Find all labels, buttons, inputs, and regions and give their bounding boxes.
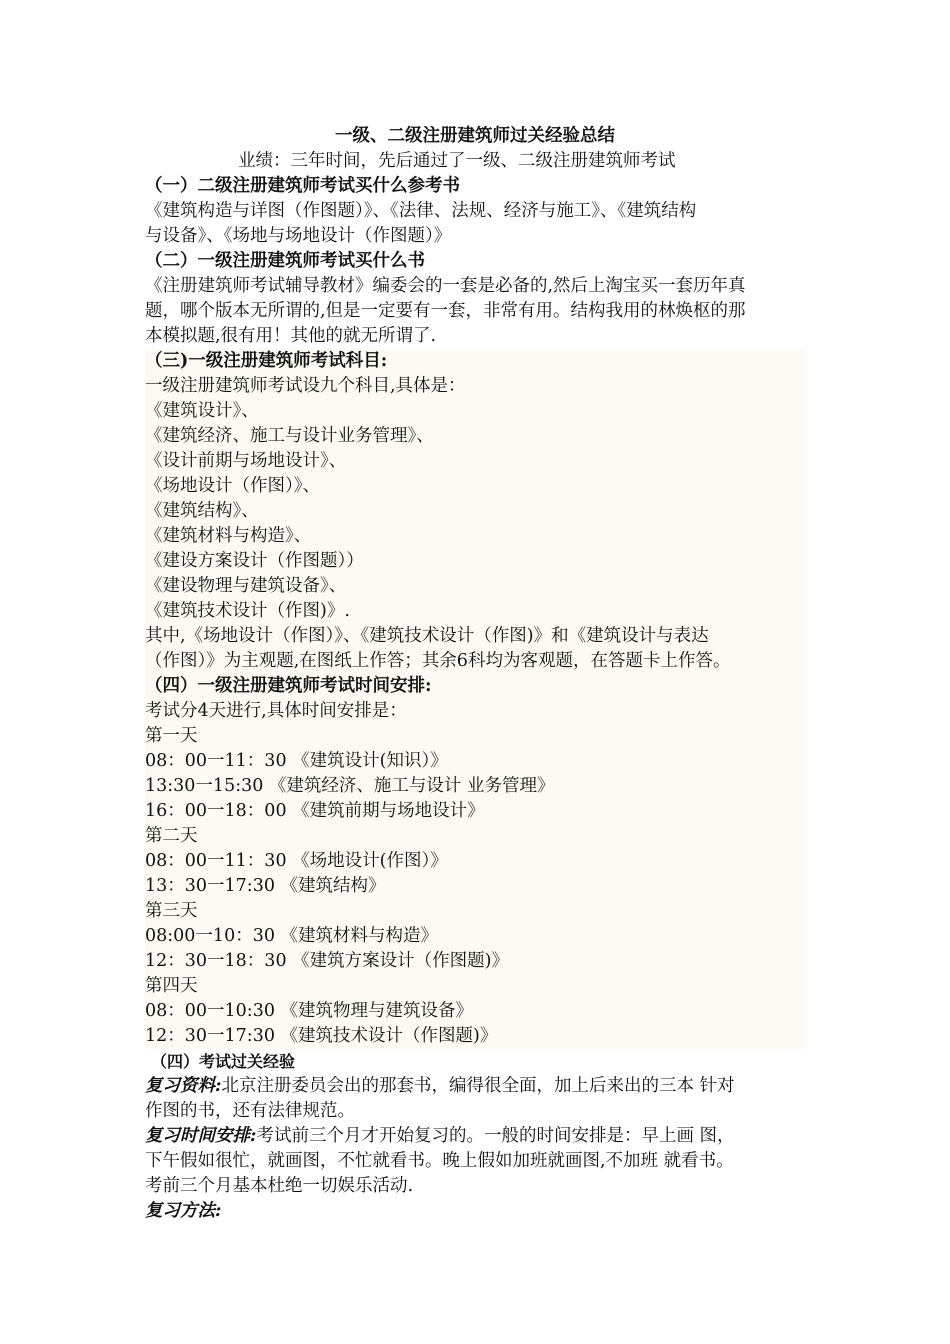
section4-line: 12：30一18：30 《建筑方案设计（作图题)》 <box>145 951 509 971</box>
section3-line: 其中,《场地设计（作图）》、《建筑技术设计（作图)》和《建筑设计与表达 <box>145 626 709 646</box>
section4-line: 第一天 <box>145 726 198 746</box>
section4-line: 13:30一15:30 《建筑经济、施工与设计 业务管理》 <box>145 776 555 796</box>
section3-line: 《建设物理与建筑设备》、 <box>145 576 347 596</box>
materials-line: 作图的书，还有法律规范。 <box>145 1101 355 1121</box>
section3-heading: （三)一级注册建筑师考试科目: <box>145 351 388 371</box>
section4-line: 08：00一11：30 《建筑设计(知识）》 <box>145 751 448 771</box>
materials-text: 北京注册委员会出的那套书，编得很全面，加上后来出的三本 针对 <box>221 1076 735 1096</box>
section3-line: 《设计前期与场地设计》、 <box>145 451 347 471</box>
schedule-line: 下午假如很忙，就画图，不忙就看书。晚上假如加班就画图,不加班 就看书。 <box>145 1151 734 1171</box>
section3-line: 《场地设计（作图）》、 <box>145 476 320 496</box>
section4-line: 第四天 <box>145 976 198 996</box>
section3-line: 《建设方案设计（作图题）） <box>145 551 364 571</box>
materials-paragraph <box>145 1074 805 1099</box>
section4-line: 考试分4天进行,具体时间安排是： <box>145 701 407 721</box>
schedule-line: 考前三个月基本杜绝一切娱乐活动. <box>145 1176 414 1196</box>
section3-line: 《建筑设计》、 <box>145 401 259 421</box>
section3-line: 《建筑技术设计（作图)》. <box>145 601 350 621</box>
section3-line: 《建筑经济、施工与设计业务管理》、 <box>145 426 434 446</box>
section4-line: 16：00一18：00 《建筑前期与场地设计》 <box>145 801 485 821</box>
section4-line: 08:00一10：30 《建筑材料与构造》 <box>145 926 439 946</box>
document-subtitle: 业绩：三年时间，先后通过了一级、二级注册建筑师考试 <box>238 151 676 171</box>
shaded-block <box>145 349 805 1049</box>
section4-heading: （四）一级注册建筑师考试时间安排: <box>145 676 432 696</box>
schedule-text: 考试前三个月才开始复习的。一般的时间安排是：早上画 图， <box>256 1126 735 1146</box>
section3-line: 一级注册建筑师考试设九个科目,具体是： <box>145 376 466 396</box>
section4-line: 08：00一10:30 《建筑物理与建筑设备》 <box>145 1001 474 1021</box>
section4-line: 13：30一17:30 《建筑结构》 <box>145 876 386 896</box>
section4-line: 第二天 <box>145 826 198 846</box>
section5-heading: （四）考试过关经验 <box>151 1052 296 1071</box>
section3-line: 《建筑材料与构造》、 <box>145 526 312 546</box>
section4-line: 08：00一11：30 《场地设计(作图）》 <box>145 851 448 871</box>
section3-line: （作图）》为主观题,在图纸上作答；其余6科均为客观题，在答题卡上作答。 <box>145 651 731 671</box>
document-page <box>145 124 805 1224</box>
schedule-label: 复习时间安排: <box>145 1126 257 1146</box>
section2-line: 本模拟题,很有用！其他的就无所谓了. <box>145 326 437 346</box>
section1-heading: （一）二级注册建筑师考试买什么参考书 <box>145 176 460 196</box>
section3-line: 《建筑结构》、 <box>145 501 259 521</box>
section1-line: 《建筑构造与详图（作图题）》、《法律、法规、经济与施工》、《建筑结构 <box>145 201 697 221</box>
document-title: 一级、二级注册建筑师过关经验总结 <box>335 126 615 146</box>
method-label: 复习方法: <box>145 1201 222 1221</box>
section1-line: 与设备》、《场地与场地设计（作图题）》 <box>145 226 452 246</box>
materials-label: 复习资料: <box>145 1076 222 1096</box>
section2-line: 《注册建筑师考试辅导教材》编委会的一套是必备的,然后上淘宝买一套历年真 <box>145 276 746 296</box>
schedule-paragraph <box>145 1124 805 1149</box>
section4-line: 12：30一17:30 《建筑技术设计（作图题)》 <box>145 1026 498 1046</box>
section2-heading: （二）一级注册建筑师考试买什么书 <box>145 251 425 271</box>
section2-line: 题，哪个版本无所谓的,但是一定要有一套，非常有用。结构我用的林焕枢的那 <box>145 301 746 321</box>
section4-line: 第三天 <box>145 901 198 921</box>
